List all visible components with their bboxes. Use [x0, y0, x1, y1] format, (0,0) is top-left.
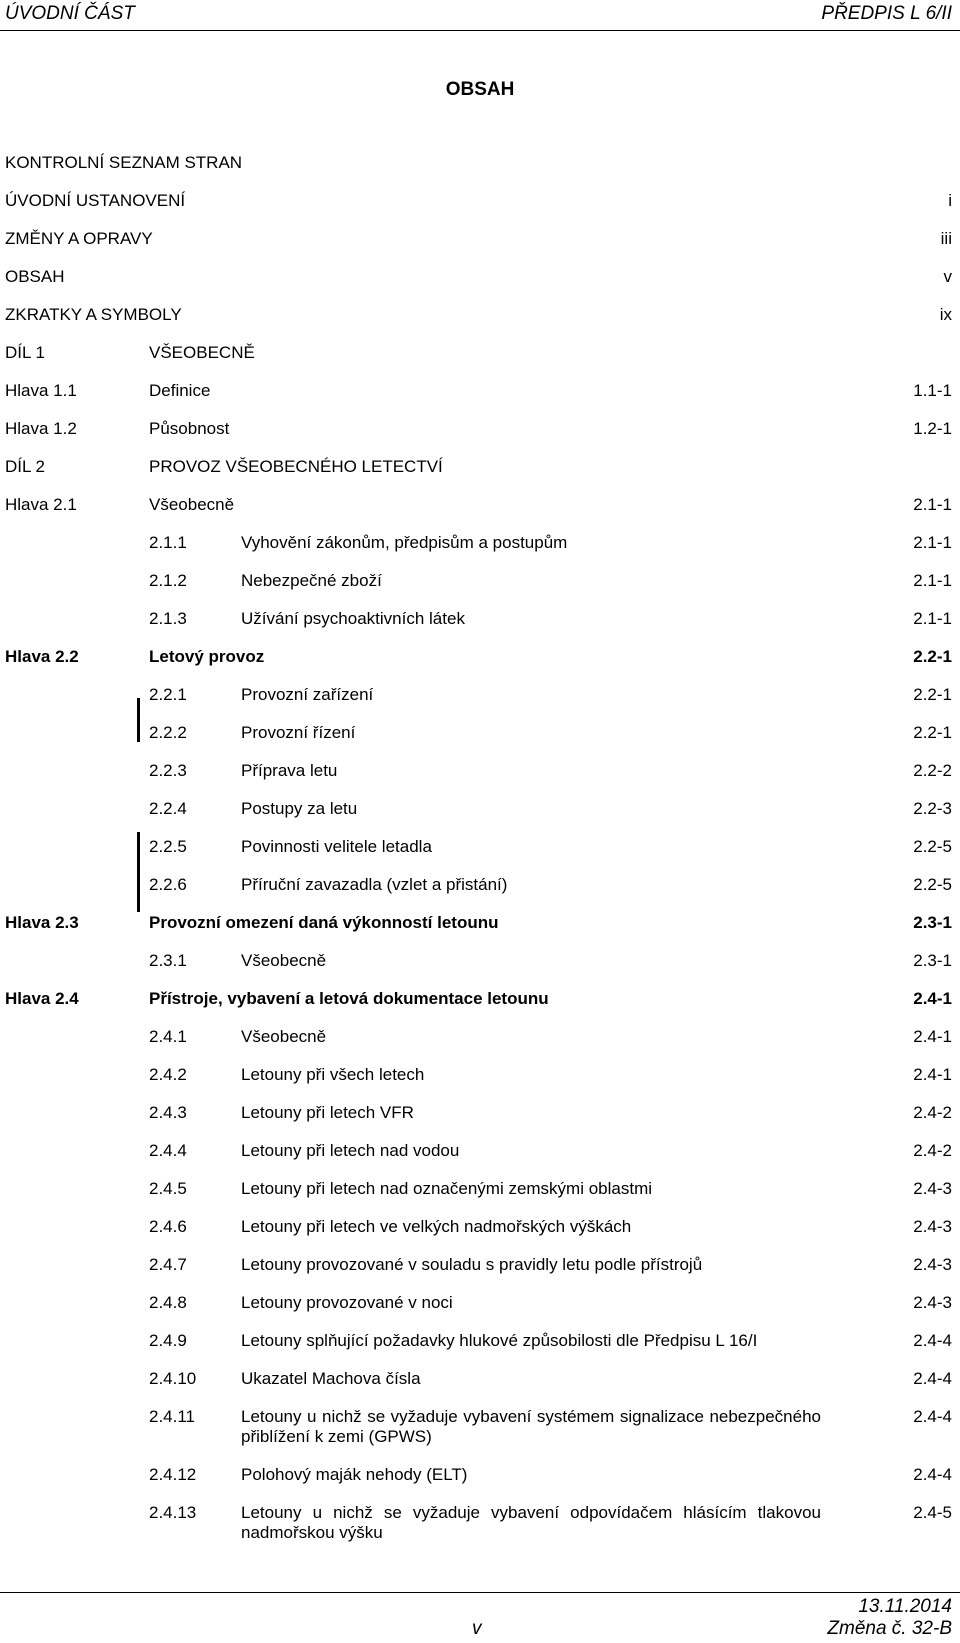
toc-page-number: 2.2-1 [913, 723, 952, 742]
toc-row [0, 533, 960, 561]
toc-section-number: 2.4.8 [149, 1293, 187, 1312]
toc-row [0, 457, 960, 485]
toc-heading-title: VŠEOBECNĚ [149, 343, 255, 362]
toc-part-label: OBSAH [5, 267, 65, 286]
toc-part-label: Hlava 1.1 [5, 381, 77, 400]
toc-part-label: DÍL 2 [5, 457, 46, 476]
toc-row [0, 1293, 960, 1321]
toc-row [0, 1369, 960, 1397]
toc-row [0, 723, 960, 751]
toc-row [0, 1217, 960, 1245]
toc-section-title: Polohový maják nehody (ELT) [241, 1465, 468, 1484]
toc-heading-title: Přístroje, vybavení a letová dokumentace letounu [149, 989, 549, 1008]
toc-page-number: 2.4-3 [913, 1293, 952, 1312]
toc-section-title: Letouny při letech nad vodou [241, 1141, 460, 1160]
toc-section-number: 2.1.2 [149, 571, 187, 590]
toc-row [0, 875, 960, 903]
toc-part-label: DÍL 1 [5, 343, 46, 362]
toc-row [0, 647, 960, 675]
toc-row [0, 1103, 960, 1131]
toc-section-title: Všeobecně [241, 1027, 327, 1046]
toc-row [0, 1179, 960, 1207]
toc-section-number: 2.1.3 [149, 609, 187, 628]
toc-row [0, 1465, 960, 1493]
toc-page-number: 2.4-2 [913, 1103, 952, 1122]
toc-row [0, 913, 960, 941]
toc-page-number: v [943, 267, 952, 286]
toc-section-number: 2.2.5 [149, 837, 187, 856]
toc-page-number: 2.4-1 [913, 1027, 952, 1046]
toc-section-title: Provozní zařízení [241, 685, 374, 704]
toc-row [0, 1331, 960, 1359]
toc-page-number: 2.1-1 [913, 533, 952, 552]
toc-page-number: ix [939, 305, 952, 324]
toc-section-number: 2.2.1 [149, 685, 187, 704]
toc-page-number: 1.1-1 [913, 381, 952, 400]
toc-heading-title: Letový provoz [149, 647, 265, 666]
footer-date: 13.11.2014 [858, 1596, 952, 1617]
toc-row [0, 191, 960, 219]
toc-row [0, 495, 960, 523]
toc-heading-title: Provozní omezení daná výkonností letounu [149, 913, 499, 932]
toc-section-title: Provozní řízení [241, 723, 356, 742]
header-divider [0, 30, 960, 31]
toc-section-title: Letouny u nichž se vyžaduje vybavení odpovídačem hlásícím tlakovou nadmořskou výšku [241, 1503, 821, 1542]
toc-part-label: Hlava 2.3 [5, 913, 79, 932]
toc-section-title: Letouny při všech letech [241, 1065, 425, 1084]
toc-row [0, 761, 960, 789]
toc-page-number: 2.3-1 [913, 951, 952, 970]
toc-row [0, 1027, 960, 1055]
toc-section-number: 2.4.11 [149, 1407, 196, 1426]
toc-page-number: 2.2-3 [913, 799, 952, 818]
toc-row [0, 685, 960, 713]
toc-row [0, 609, 960, 637]
toc-page-number: 1.2-1 [913, 419, 952, 438]
toc-page-number: 2.3-1 [913, 913, 952, 932]
toc-row [0, 571, 960, 599]
toc-page-number: 2.2-2 [913, 761, 952, 780]
toc-part-label: Hlava 2.2 [5, 647, 79, 666]
toc-section-number: 2.4.9 [149, 1331, 187, 1350]
toc-row [0, 1503, 960, 1542]
toc-page-number: 2.4-2 [913, 1141, 952, 1160]
toc-part-label: ÚVODNÍ USTANOVENÍ [5, 191, 186, 210]
toc-row [0, 343, 960, 371]
toc-section-number: 2.2.3 [149, 761, 187, 780]
toc-heading-title: Působnost [149, 419, 230, 438]
toc-section-title: Postupy za letu [241, 799, 358, 818]
toc-heading-title: Definice [149, 381, 211, 400]
toc-page-number: 2.4-4 [913, 1465, 952, 1484]
toc-section-title: Letouny při letech VFR [241, 1103, 414, 1122]
toc-section-number: 2.2.6 [149, 875, 187, 894]
toc-part-label: KONTROLNÍ SEZNAM STRAN [5, 153, 243, 172]
toc-page-number: i [948, 191, 952, 210]
toc-page-number: 2.4-4 [913, 1331, 952, 1350]
toc-row [0, 951, 960, 979]
toc-section-number: 2.4.2 [149, 1065, 187, 1084]
toc-section-title: Letouny provozované v noci [241, 1293, 453, 1312]
page-header [0, 0, 960, 30]
toc-section-title: Příprava letu [241, 761, 338, 780]
toc-part-label: Hlava 1.2 [5, 419, 77, 438]
toc-row [0, 267, 960, 295]
toc-section-title: Letouny splňující požadavky hlukové způsobilosti dle Předpisu L 16/I [241, 1331, 758, 1350]
toc-section-number: 2.4.4 [149, 1141, 187, 1160]
toc-section-number: 2.3.1 [149, 951, 187, 970]
toc-page-number: 2.2-1 [913, 685, 952, 704]
toc-part-label: Hlava 2.4 [5, 989, 79, 1008]
toc-page-number: 2.2-5 [913, 837, 952, 856]
toc-page-number: 2.2-5 [913, 875, 952, 894]
toc-section-title: Povinnosti velitele letadla [241, 837, 432, 856]
toc-row [0, 305, 960, 333]
toc-section-number: 2.4.7 [149, 1255, 187, 1274]
toc-page-number: 2.4-3 [913, 1217, 952, 1236]
change-bar [137, 698, 140, 742]
toc-heading-title: Všeobecně [149, 495, 235, 514]
header-document-id: PŘEDPIS L 6/II [821, 3, 952, 24]
toc-page-number: 2.1-1 [913, 495, 952, 514]
toc-section-number: 2.4.12 [149, 1465, 197, 1484]
toc-page-number: 2.4-4 [913, 1407, 952, 1426]
toc-section-number: 2.4.1 [149, 1027, 187, 1046]
toc-section-title: Ukazatel Machova čísla [241, 1369, 421, 1388]
toc-heading-title: PROVOZ VŠEOBECNÉHO LETECTVÍ [149, 457, 443, 476]
toc-part-label: Hlava 2.1 [5, 495, 77, 514]
toc-section-title: Příruční zavazadla (vzlet a přistání) [241, 875, 508, 894]
toc-row [0, 419, 960, 447]
toc-row [0, 799, 960, 827]
toc-row [0, 229, 960, 257]
toc-section-number: 2.4.6 [149, 1217, 187, 1236]
toc-page-number: 2.4-1 [913, 989, 952, 1008]
toc-section-number: 2.2.4 [149, 799, 187, 818]
page-title: OBSAH [445, 79, 515, 100]
toc-page-number: 2.1-1 [913, 571, 952, 590]
toc-row [0, 837, 960, 865]
toc-row [0, 1407, 960, 1446]
toc-section-title: Letouny provozované v souladu s pravidly letu podle přístrojů [241, 1255, 703, 1274]
toc-section-number: 2.4.5 [149, 1179, 187, 1198]
toc-section-title: Všeobecně [241, 951, 327, 970]
toc-section-title: Nebezpečné zboží [241, 571, 382, 590]
toc-section-number: 2.4.3 [149, 1103, 187, 1122]
toc-row [0, 1065, 960, 1093]
toc-section-number: 2.4.13 [149, 1503, 197, 1522]
toc-page-number: 2.4-3 [913, 1179, 952, 1198]
toc-page-number: 2.1-1 [913, 609, 952, 628]
toc-section-title: Užívání psychoaktivních látek [241, 609, 465, 628]
toc-section-number: 2.1.1 [149, 533, 187, 552]
toc-page-number: 2.4-1 [913, 1065, 952, 1084]
change-bar [137, 832, 140, 912]
toc-page-number: iii [940, 229, 952, 248]
footer-change-number: Změna č. 32-B [827, 1618, 952, 1639]
toc-row [0, 1141, 960, 1169]
footer-divider [0, 1592, 960, 1593]
toc-page-number: 2.4-3 [913, 1255, 952, 1274]
toc-row [0, 989, 960, 1017]
toc-section-title: Vyhovění zákonům, předpisům a postupům [241, 533, 568, 552]
toc-part-label: ZMĚNY A OPRAVY [5, 229, 153, 248]
toc-row [0, 1255, 960, 1283]
header-section-title: ÚVODNÍ ČÁST [5, 3, 135, 24]
toc-row [0, 153, 960, 181]
toc-page-number: 2.4-5 [913, 1503, 952, 1522]
toc-page-number: 2.4-4 [913, 1369, 952, 1388]
toc-section-number: 2.2.2 [149, 723, 187, 742]
toc-page-number: 2.2-1 [913, 647, 952, 666]
toc-section-title: Letouny při letech ve velkých nadmořských výškách [241, 1217, 632, 1236]
toc-row [0, 381, 960, 409]
toc-part-label: ZKRATKY A SYMBOLY [5, 305, 182, 324]
toc-section-number: 2.4.10 [149, 1369, 197, 1388]
toc-section-title: Letouny u nichž se vyžaduje vybavení systémem signalizace nebezpečného přiblížení k zemi (GPWS) [241, 1407, 821, 1446]
footer-page-number: v [472, 1618, 482, 1639]
toc-section-title: Letouny při letech nad označenými zemskými oblastmi [241, 1179, 653, 1198]
